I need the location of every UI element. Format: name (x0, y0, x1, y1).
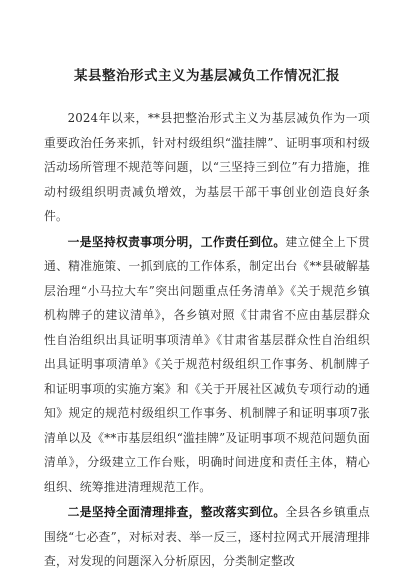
paragraph-point-1 (44, 230, 370, 500)
paragraph-point-2-lead: 二是坚持全面清理排查，整改落实到位。 (67, 505, 286, 519)
paragraph-point-1-lead: 一是坚持权责事项分明，工作责任到位。 (67, 234, 286, 249)
paragraph-point-1-text: 建立健全上下贯通、精准施策、一抓到底的工作体系，制定出台《**县破解基层治理“小马拉大车”突出问题重点任务清单》《关于规范乡镇机构牌子的建议清单》，各乡镇对照《甘肃省不应由基层群众性自治组织出具证明事项清单》《甘肃省基层群众性自治组织出具证明事项清单》《关于规范村级组织工作事务、机制牌子和证明事项的实施方案》和《关于开展社区减负专项行动的通知》规定的规范村级组织工作事务、机制牌子和证明事项7张清单以及《**市基层组织“滥挂牌”及证明事项不规范问题负面清单》，分级建立工作台账，明确时间进度和责任主体，精心组织、统筹推进清理规范工作。 (44, 234, 370, 494)
document-title: 某县整治形式主义为基层减负工作情况汇报 (74, 68, 340, 84)
paragraph-point-2-text: 全县各乡镇重点围绕“七必查”，对标对表、举一反三，逐村拉网式开展清理排查，对发现的问题深入分析原因，分类制定整改 (44, 505, 370, 568)
paragraph-intro-text: 2024年以来，**县把整治形式主义为基层减负作为一项重要政治任务来抓，针对村级组织“滥挂牌”、证明事项和村级活动场所管理不规范等问题，以“三坚持三到位”有力措施，推动村级组织明责减负增效，为基层干部干事创业创造良好条件。 (44, 111, 370, 223)
paragraph-point-2 (44, 500, 370, 574)
paragraph-intro (44, 106, 370, 229)
